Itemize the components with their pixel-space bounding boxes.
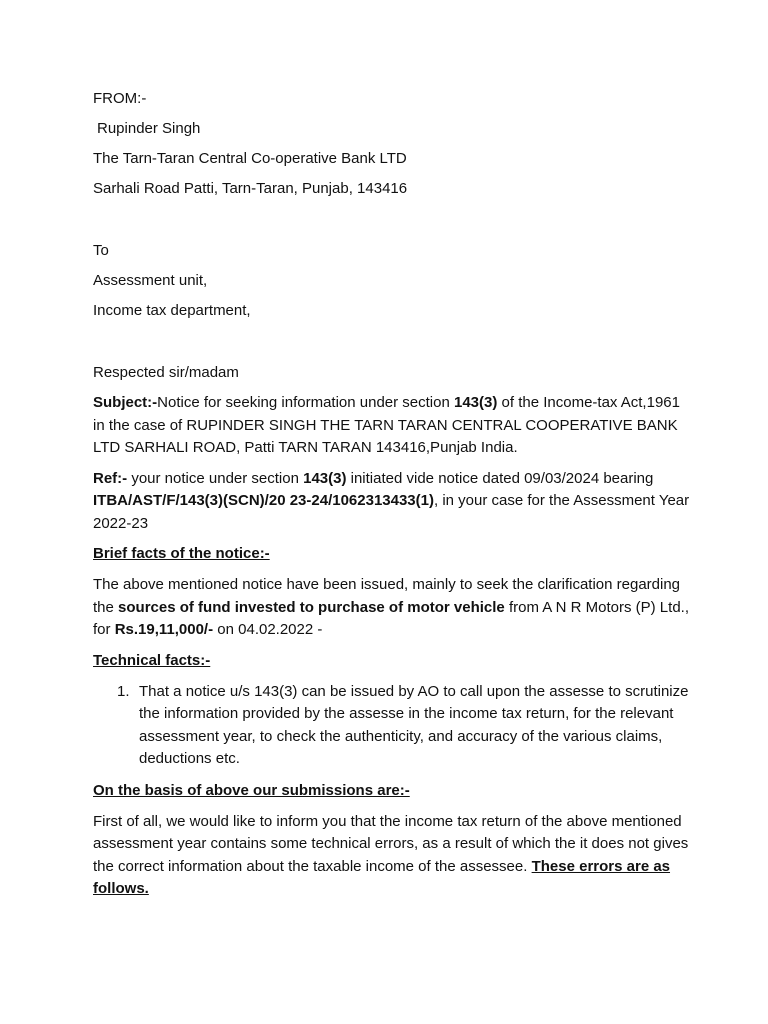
letter-document: [93, 88, 693, 901]
sender-bank: The Tarn-Taran Central Co-operative Bank LTD: [93, 150, 407, 167]
ref-text-1: your notice under section: [127, 469, 304, 487]
ref-text-2: initiated vide notice dated 09/03/2024 bearing: [346, 469, 654, 487]
technical-facts-heading: Technical facts:-: [93, 651, 211, 669]
recipient-department: Income tax department,: [93, 302, 251, 319]
technical-facts-list: [93, 681, 693, 771]
recipient-unit: Assessment unit,: [93, 272, 208, 289]
sender-address: Sarhali Road Patti, Tarn-Taran, Punjab, 143416: [93, 180, 408, 197]
brief-facts-paragraph: [93, 574, 693, 642]
ref-section: 143(3): [303, 469, 347, 487]
ref-label: Ref:-: [93, 469, 128, 487]
salutation: Respected sir/madam: [93, 364, 239, 381]
subject-text-1: Notice for seeking information under section: [157, 394, 454, 411]
ref-paragraph: [93, 468, 693, 536]
ref-text-3: , in your case for the Assessment Year 2022-23: [93, 492, 690, 532]
brief-facts-amount: Rs.19,11,000/-: [114, 621, 214, 638]
brief-facts-text-3: on 04.02.2022 -: [213, 621, 323, 638]
subject-label: Subject:-: [93, 394, 158, 411]
brief-facts-text-1: The above mentioned notice have been issued, mainly to seek the clarification regarding the: [93, 576, 681, 616]
to-heading: To: [93, 242, 109, 259]
list-item-number: 1.: [117, 682, 130, 700]
submissions-text: First of all, we would like to inform you that the income tax return of the above mentioned assessment year contains some technical errors, as a result of which the it does not gives the correct information about the taxable income of the assessee.: [93, 812, 689, 875]
submissions-closing: These errors are as follows.: [93, 857, 671, 897]
list-item-text: That a notice u/s 143(3) can be issued by AO to call upon the assesse to scrutinize the information provided by the assesse in the income tax return, for the relevant assessment year, to check the authenticity, and accuracy of the various claims, deductions etc.: [139, 682, 689, 767]
ref-notice-number: ITBA/AST/F/143(3)(SCN)/20 23-24/1062313433(1): [93, 492, 434, 509]
subject-text-2: of the Income-tax Act,1961 in the case of RUPINDER SINGH THE TARN TARAN CENTRAL COOPERATIVE BANK LTD SARHALI ROAD, Patti TARN TARAN 143416,Punjab India.: [93, 394, 680, 456]
submissions-paragraph: [93, 811, 693, 901]
list-item: [93, 681, 693, 771]
brief-facts-bold: sources of fund invested to purchase of motor vehicle: [118, 598, 505, 616]
brief-facts-heading: Brief facts of the notice:-: [93, 545, 270, 562]
submissions-heading: On the basis of above our submissions are:-: [93, 781, 410, 799]
subject-section: 143(3): [454, 394, 498, 411]
from-heading: FROM:-: [93, 90, 147, 107]
sender-name: Rupinder Singh: [97, 120, 201, 137]
subject-paragraph: [93, 392, 693, 460]
brief-facts-text-2: from A N R Motors (P) Ltd., for: [93, 598, 689, 638]
